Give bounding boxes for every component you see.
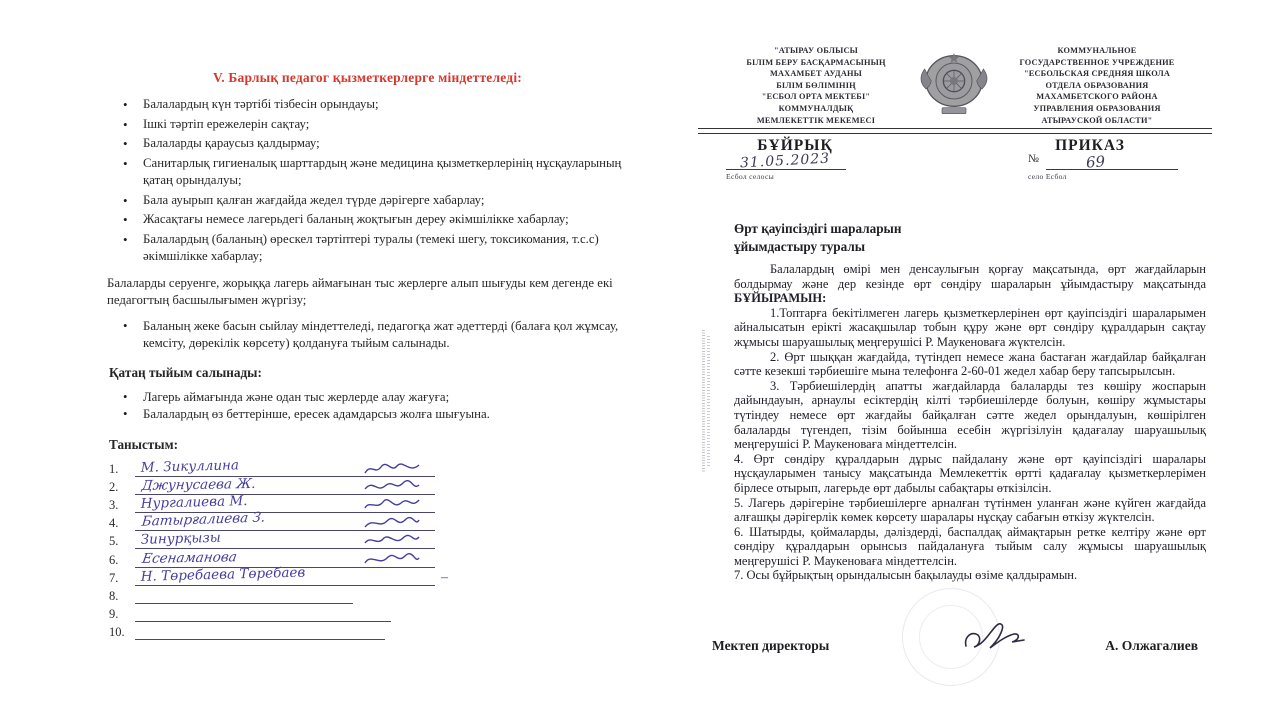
letterhead-line: "ЕСБОЛ ОРТА МЕКТЕБІ" (761, 92, 871, 102)
subject-line: Өрт қауіпсіздігі шараларын (734, 221, 902, 236)
order-item: 7. Осы бұйрықтың орындалысын бақылауды өзіме қалдырамын. (734, 568, 1078, 583)
handwritten-date: 31.05.2023 (739, 150, 831, 172)
order-title-russian: ПРИКАЗ (1055, 137, 1125, 154)
signature-row (109, 531, 630, 549)
signature-row (109, 622, 630, 640)
letterhead-line: ОТДЕЛА ОБРАЗОВАНИЯ (1045, 80, 1149, 90)
prohibition-item: • Балалардың өз беттерінше, ересек адамдарсыз жолға шығуына. (117, 406, 622, 424)
signature-list (109, 456, 630, 641)
letterhead-line: "АТЫРАУ ОБЛЫСЫ (774, 46, 858, 55)
row-number: 7. (109, 570, 119, 585)
letterhead-kazakh (718, 45, 914, 126)
letterhead-line: ГОСУДАРСТВЕННОЕ УЧРЕЖДЕНИЕ (1019, 57, 1175, 67)
order-title-kazakh: БҰЙРЫҚ (757, 137, 833, 154)
letterhead (690, 42, 1220, 128)
row-number: 2. (109, 479, 119, 494)
letterhead-line: МЕМЛЕКЕТТІК МЕКЕМЕСІ (756, 115, 876, 125)
row-number: 3. (109, 498, 119, 513)
order-item: 1.Топтарға бекітілмеген лагерь қызметкерлерінен өрт қауіпсіздігі шараларымен айналысатын ерікті жасақшылар тобын құру және өрт сөндіру құралдарын сақтау жұмысы шаруашылық меңгерушісі Р. Маукеноваға жүктелсін. (734, 305, 1206, 349)
signature-line-blank (135, 586, 353, 604)
place-label-kazakh: Есбол селосы (726, 172, 775, 181)
intro-directive: БҰЙЫРАМЫН: (734, 291, 827, 306)
letterhead-line: БІЛІМ БЕРУ БАСҚАРМАСЫНЫҢ (746, 57, 886, 67)
intro-text: Балалардың өмірі мен денсаулығын қорғау мақсатында, өрт жағдайларын болдырмау және дер кезінде өрт сөндіру шараларын ұйымдастыру мақсатында (734, 262, 1206, 291)
duty-item: • Жасақтағы немесе лагерьдегі баланың жоқтығын дереу әкімшілікке хабарлау; (117, 211, 622, 229)
duty-item: • Балалардың (баланың) өрескел тәртіптері туралы (темекі шегу, токсикомания, т.с.с) әкімшілікке хабарлау; (117, 231, 622, 266)
letterhead-divider (698, 128, 1212, 134)
duty-item: • Ішкі тәртіп ережелерін сақтау; (117, 116, 622, 134)
handwritten-name: Нургалиева М. (140, 493, 248, 512)
row-number: 4. (109, 516, 119, 531)
duty-item: • Санитарлық гигиеналық шарттардың және медицина қызметкерлерінің нұсқауларының қатаң орындалуы; (117, 155, 622, 190)
letterhead-line: МАХАМБЕТСКОГО РАЙОНА (1036, 92, 1158, 102)
edge-microprint (702, 330, 711, 472)
signature-row (109, 564, 630, 586)
signature-line-blank (135, 604, 391, 622)
order-number-field (1046, 150, 1178, 170)
director-signature-icon (960, 620, 1030, 654)
handwritten-name: М. Зикуллина (140, 456, 240, 476)
handwritten-name: Есенаманова (140, 548, 239, 567)
handwritten-number: 69 (1085, 152, 1106, 172)
order-item: 3. Тәрбиешілердің апатты жағдайларда балаларды тез көшіру жоспарын дайындауын, арнаулы есіктердің кілті тәрбиешілерде болуын, көшіру жұмыстары түтіндеу немесе өрт жағдайы байқалған сәтте жедел орындалуын, көшірілген балаларды түгендеп, тізім бойынша есебін жүргізілуін қадағалау шаруашылық меңгерушісі Р. Маукеноваға міндеттелсін. (734, 378, 1206, 452)
left-document-page (105, 0, 630, 720)
letterhead-line: "ЕСБОЛЬСКАЯ СРЕДНЯЯ ШКОЛА (1023, 69, 1171, 79)
director-name: А. Олжагалиев (1105, 638, 1198, 653)
section-heading: V. Барлық педагог қызметкерлерге міндеттеледі: (213, 70, 522, 85)
signature-row (109, 549, 630, 567)
signature-line-blank (135, 622, 385, 640)
handwritten-name: Батырғалиева З. (140, 509, 267, 531)
signature-scribble-icon (363, 497, 421, 513)
order-item: 2. Өрт шыққан жағдайда, түтіндеп немесе жана бастаған жағдайлар байқалған сәтте кезекші тәрбиешіге мына телефонға 2-60-01 жедел хабар беру тапсырылсын. (734, 349, 1206, 379)
respect-rule-item: • Баланың жеке басын сыйлау міндеттеледі, педагогқа жат әдеттерді (балаға қол жұмсау, кемсіту, дөрекілік көрсету) қолдануға тыйым салынады. (117, 318, 622, 353)
signature-line (135, 495, 435, 513)
handwritten-name: Зинурқызы (140, 530, 221, 549)
number-sign: № (1028, 153, 1039, 165)
letterhead-line: АТЫРАУСКОЙ ОБЛАСТИ" (1041, 115, 1153, 125)
order-body (734, 262, 1206, 583)
duty-item: • Балаларды қараусыз қалдырмау; (117, 135, 622, 153)
letterhead-line: УПРАВЛЕНИЯ ОБРАЗОВАНИЯ (1033, 103, 1161, 113)
order-item: 5. Лагерь дәрігеріне тәрбиешілерге арналған түтінмен уланған және күйген жағдайда алғашқы дәрігерлік көмек көрсету шаралары нұсқау сабағын өткізу жүктелсін. (734, 495, 1206, 525)
date-field (726, 150, 846, 170)
signature-line (135, 456, 435, 477)
signature-row (109, 604, 630, 622)
row-number: 5. (109, 534, 119, 549)
letterhead-line: КОММУНАЛДЫҚ (778, 103, 854, 113)
row-number: 1. (109, 461, 119, 476)
signature-scribble-icon (363, 552, 421, 568)
signature-line (135, 564, 435, 586)
respect-rule-list (117, 318, 622, 353)
signature-row (109, 456, 630, 477)
signature-scribble-icon (363, 533, 421, 549)
order-item: 6. Шатырды, қоймаларды, дәліздерді, баспалдақ аймақтарын ретке келтіру және өрт сөндіру құралдарын орынсыз пайдалануға тыйым салу жұмысы шаруашылық меңгерушісі Р. Маукеноваға міндеттелсін. (734, 524, 1206, 568)
duty-item: • Бала ауырып қалған жағдайда жедел түрде дәрігерге хабарлау; (117, 192, 622, 210)
order-subject (734, 220, 901, 256)
prohibition-item: • Лагерь аймағында және одан тыс жерлерде алау жағуға; (117, 389, 622, 407)
duties-list (117, 96, 622, 266)
signature-line (135, 531, 435, 549)
signature-line (135, 509, 435, 531)
signature-row (109, 477, 630, 495)
signature-row (109, 586, 630, 604)
row-number: 8. (109, 589, 119, 603)
duty-item: • Балалардың күн тәртібі тізбесін орындауы; (117, 96, 622, 114)
signature-row (109, 509, 630, 531)
place-label-russian: село Есбол (1028, 172, 1067, 181)
letterhead-line: МАХАМБЕТ АУДАНЫ (769, 69, 863, 79)
letterhead-line: БІЛІМ БӨЛІМІНІҢ (776, 80, 856, 90)
letterhead-russian (982, 45, 1212, 126)
signature-scribble-icon (363, 461, 421, 477)
signature-line (135, 477, 435, 495)
handwritten-name: Н. Төребаева Төребаев (140, 564, 306, 585)
prohibition-list (117, 389, 622, 424)
signature-scribble-icon (363, 479, 421, 495)
acknowledged-label: Таныстым: (109, 436, 178, 452)
director-label: Мектеп директоры (712, 638, 830, 653)
row-number: 6. (109, 552, 119, 567)
row-number: 10. (109, 625, 125, 640)
handwritten-name: Джунусаева Ж. (140, 475, 257, 494)
prohibition-heading: Қатаң тыйым салынады: (109, 364, 262, 380)
walk-rule-paragraph: Балаларды серуенге, жорыққа лагерь аймағынан тыс жерлерге алып шығуды кем дегенде екі педагогтың басшылығымен жүргізу; (107, 275, 613, 307)
intro-paragraph (734, 262, 1206, 306)
letterhead-line: КОММУНАЛЬНОЕ (1057, 46, 1137, 55)
row-number: 9. (109, 607, 119, 622)
signature-row (109, 495, 630, 513)
order-item: 4. Өрт сөндіру құралдарын дұрыс пайдалану және өрт қауіпсіздігі шаралары нұсқауларымен танысу мақсатында Мемлекеттік өртті қадағалау қызметкерлерімен бірлесе отырып, лагерьде өрт дабылы сабақтары өткізілсін. (734, 451, 1206, 495)
director-signature-block (712, 638, 1198, 654)
trailing-dash: – (441, 569, 448, 585)
subject-line: ұйымдастыру туралы (734, 239, 866, 254)
signature-scribble-icon (363, 515, 421, 531)
right-document-page (690, 0, 1220, 720)
